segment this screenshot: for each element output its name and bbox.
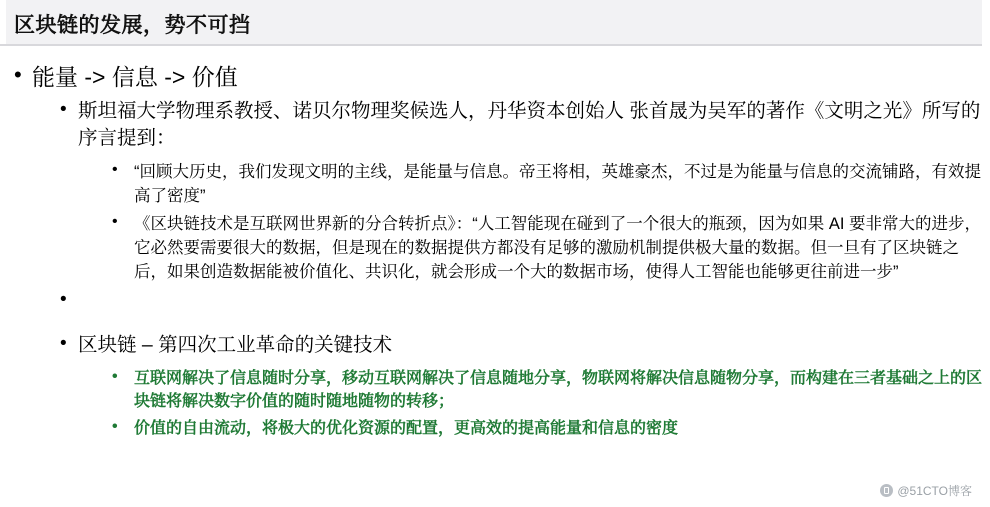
list-item-level1 — [10, 62, 990, 440]
title-band — [0, 0, 990, 46]
watermark-logo-icon — [880, 484, 893, 497]
level3-text: “回顾大历史，我们发现文明的主线，是能量与信息。帝王将相，英雄豪杰，不过是为能量与信息的交流铺路，有效提高了密度” — [134, 163, 981, 205]
outline-level-3-highlight — [108, 367, 990, 440]
page-title: 区块链的发展，势不可挡 — [14, 14, 251, 37]
slide-body — [0, 44, 990, 507]
level3-text: 价值的自由流动，将极大的优化资源的配置，更高效的提高能量和信息的密度 — [134, 420, 679, 437]
list-item-level2 — [58, 332, 990, 440]
level1-text: 能量 -> 信息 -> 价值 — [32, 64, 238, 90]
level2-text: • 斯坦福大学物理系教授、诺贝尔物理奖候选人，丹华资本创始人 张首晟为吴军的著作《文明之光》所写的序言提到： — [78, 100, 981, 149]
list-item-level3 — [108, 417, 990, 440]
outline-level-2 — [58, 98, 990, 440]
outline-level-3 — [108, 160, 990, 284]
level3-text: 《区块链技术是互联网世界新的分合转折点》：“人工智能现在碰到了一个很大的瓶颈，因为如果 AI 要非常大的进步，它必然要需要很大的数据，但是现在的数据提供方都没有足够的激励机制提供极大量的数据。但一旦有了区块链之后，如果创造数据能被价值化、共识化，就会形成一个大的数据市场，使得人工智能也能够更往前进一步” — [134, 215, 982, 281]
spacer — [58, 288, 990, 332]
watermark-text: @51CTO博客 — [897, 484, 972, 498]
list-item-level2 — [58, 98, 990, 284]
list-item-level3 — [108, 367, 990, 413]
level2-text: • 区块链 – 第四次工业革命的关键技术 — [78, 334, 393, 356]
watermark — [880, 482, 972, 499]
list-item-level3 — [108, 212, 990, 284]
right-edge-strip — [982, 0, 990, 507]
list-item-level3 — [108, 160, 990, 208]
title-accent-bar — [0, 0, 6, 44]
level3-text: 互联网解决了信息随时分享，移动互联网解决了信息随地分享，物联网将解决信息随物分享，而构建在三者基础之上的区块链将解决数字价值的随时随地随物的转移； — [134, 370, 983, 410]
outline-level-1 — [10, 62, 990, 440]
